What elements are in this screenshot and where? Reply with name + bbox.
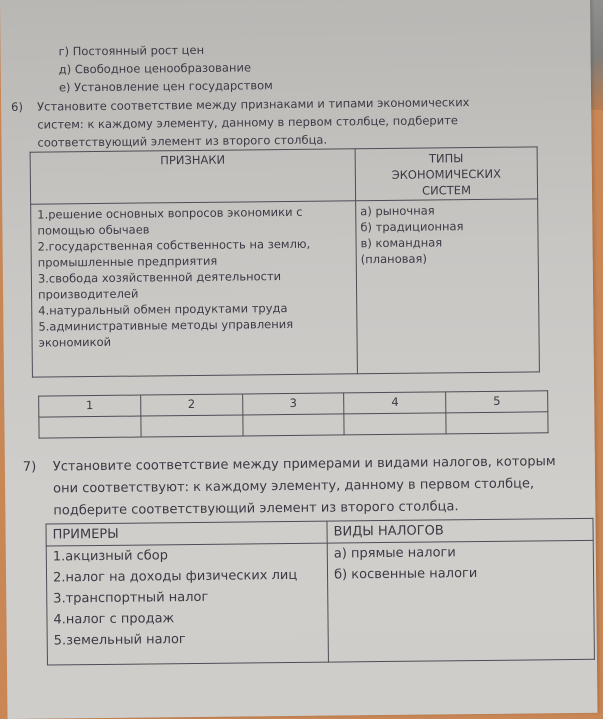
answer-grid-number: 5 bbox=[446, 391, 548, 413]
answer-grid-empty-cell[interactable] bbox=[242, 414, 344, 436]
q7-header-tax-types bbox=[327, 518, 593, 543]
q6-text-line: систем: к каждому элементу, данному в первом столбце, подберите bbox=[37, 113, 458, 132]
q7-tax-type-line: б) косвенные налоги bbox=[333, 566, 478, 583]
answer-grid-number: 3 bbox=[242, 393, 344, 415]
q6-sign-line: помощью обычаев bbox=[37, 222, 150, 238]
q6-type-line: (плановая) bbox=[360, 251, 427, 267]
answer-grid-empty-cell[interactable] bbox=[39, 416, 141, 438]
q7-examples-cell bbox=[46, 543, 328, 665]
q7-tax-types-cell bbox=[327, 540, 594, 662]
q6-header-types-line: ЭКОНОМИЧЕСКИХ bbox=[391, 166, 502, 182]
q6-header-types-line: СИСТЕМ bbox=[422, 183, 472, 198]
q7-example-line: 2.налог на доходы физических лиц bbox=[52, 567, 298, 586]
answer-grid-number: 1 bbox=[39, 395, 141, 417]
q6-number: 6) bbox=[11, 99, 24, 114]
q6-header-signs-label: ПРИЗНАКИ bbox=[160, 152, 226, 168]
answer-grid-number: 4 bbox=[344, 392, 446, 414]
q7-text-line: подберите соответствующий элемент из второго столбца. bbox=[53, 499, 459, 519]
q7-table bbox=[45, 518, 594, 666]
q6-sign-line: промышленные предприятия bbox=[37, 253, 218, 270]
q6-types-cell bbox=[356, 199, 540, 374]
q6-text-line: Установите соответствие между признаками и типами экономических bbox=[37, 95, 470, 114]
q6-header-types-line: ТИПЫ bbox=[428, 151, 464, 166]
q7-number: 7) bbox=[22, 459, 37, 475]
answer-grid-empty-cell[interactable] bbox=[446, 412, 548, 434]
q6-type-line: а) рыночная bbox=[360, 203, 435, 219]
q6-header-types bbox=[355, 147, 538, 201]
q6-sign-line: 3.свобода хозяйственной деятельности bbox=[37, 269, 282, 286]
answer-grid-empty-cell[interactable] bbox=[344, 413, 446, 435]
q6-text-line: соответствующий элемент из второго столбца. bbox=[37, 132, 328, 150]
answer-grid-empty-cell[interactable] bbox=[141, 415, 243, 437]
q7-example-line: 5.земельный налог bbox=[53, 632, 186, 649]
q7-tax-type-line: а) прямые налоги bbox=[333, 545, 456, 562]
q6-sign-line: производителей bbox=[38, 286, 139, 302]
q5-option-g: г) Постоянный рост цен bbox=[58, 42, 205, 59]
q7-text-line: они соответствуют: к каждому элементу, данному в первом столбце, bbox=[53, 476, 535, 497]
q7-header-examples-label: ПРИМЕРЫ bbox=[52, 526, 119, 543]
q6-sign-line: 1.решение основных вопросов экономики с bbox=[37, 204, 303, 222]
q7-header-examples bbox=[46, 521, 327, 546]
q7-example-line: 1.акцизный сбор bbox=[52, 548, 169, 565]
q7-example-line: 3.транспортный налог bbox=[53, 589, 209, 607]
q5-option-e: е) Установление цен государством bbox=[58, 78, 273, 95]
q6-signs-cell bbox=[31, 201, 358, 377]
q6-type-line: в) командная bbox=[360, 235, 443, 251]
answer-grid-number: 2 bbox=[140, 394, 242, 416]
q6-sign-line: 4.натуральный обмен продуктами труда bbox=[38, 301, 288, 318]
q6-table bbox=[30, 146, 540, 377]
answer-grid bbox=[38, 390, 548, 438]
q7-text-line: Установите соответствие между примерами и видами налогов, которым bbox=[52, 454, 556, 475]
q6-sign-line: экономикой bbox=[38, 334, 112, 350]
q6-header-signs bbox=[30, 149, 356, 204]
q7-header-tax-types-label: ВИДЫ НАЛОГОВ bbox=[333, 523, 444, 540]
q6-type-line: б) традиционная bbox=[360, 219, 464, 235]
q7-example-line: 4.налог с продаж bbox=[53, 611, 175, 628]
q6-sign-line: 2.государственная собственность на землю, bbox=[37, 236, 311, 254]
q6-sign-line: 5.административные методы управления bbox=[38, 316, 294, 334]
q5-option-d: д) Свободное ценообразование bbox=[58, 60, 252, 77]
